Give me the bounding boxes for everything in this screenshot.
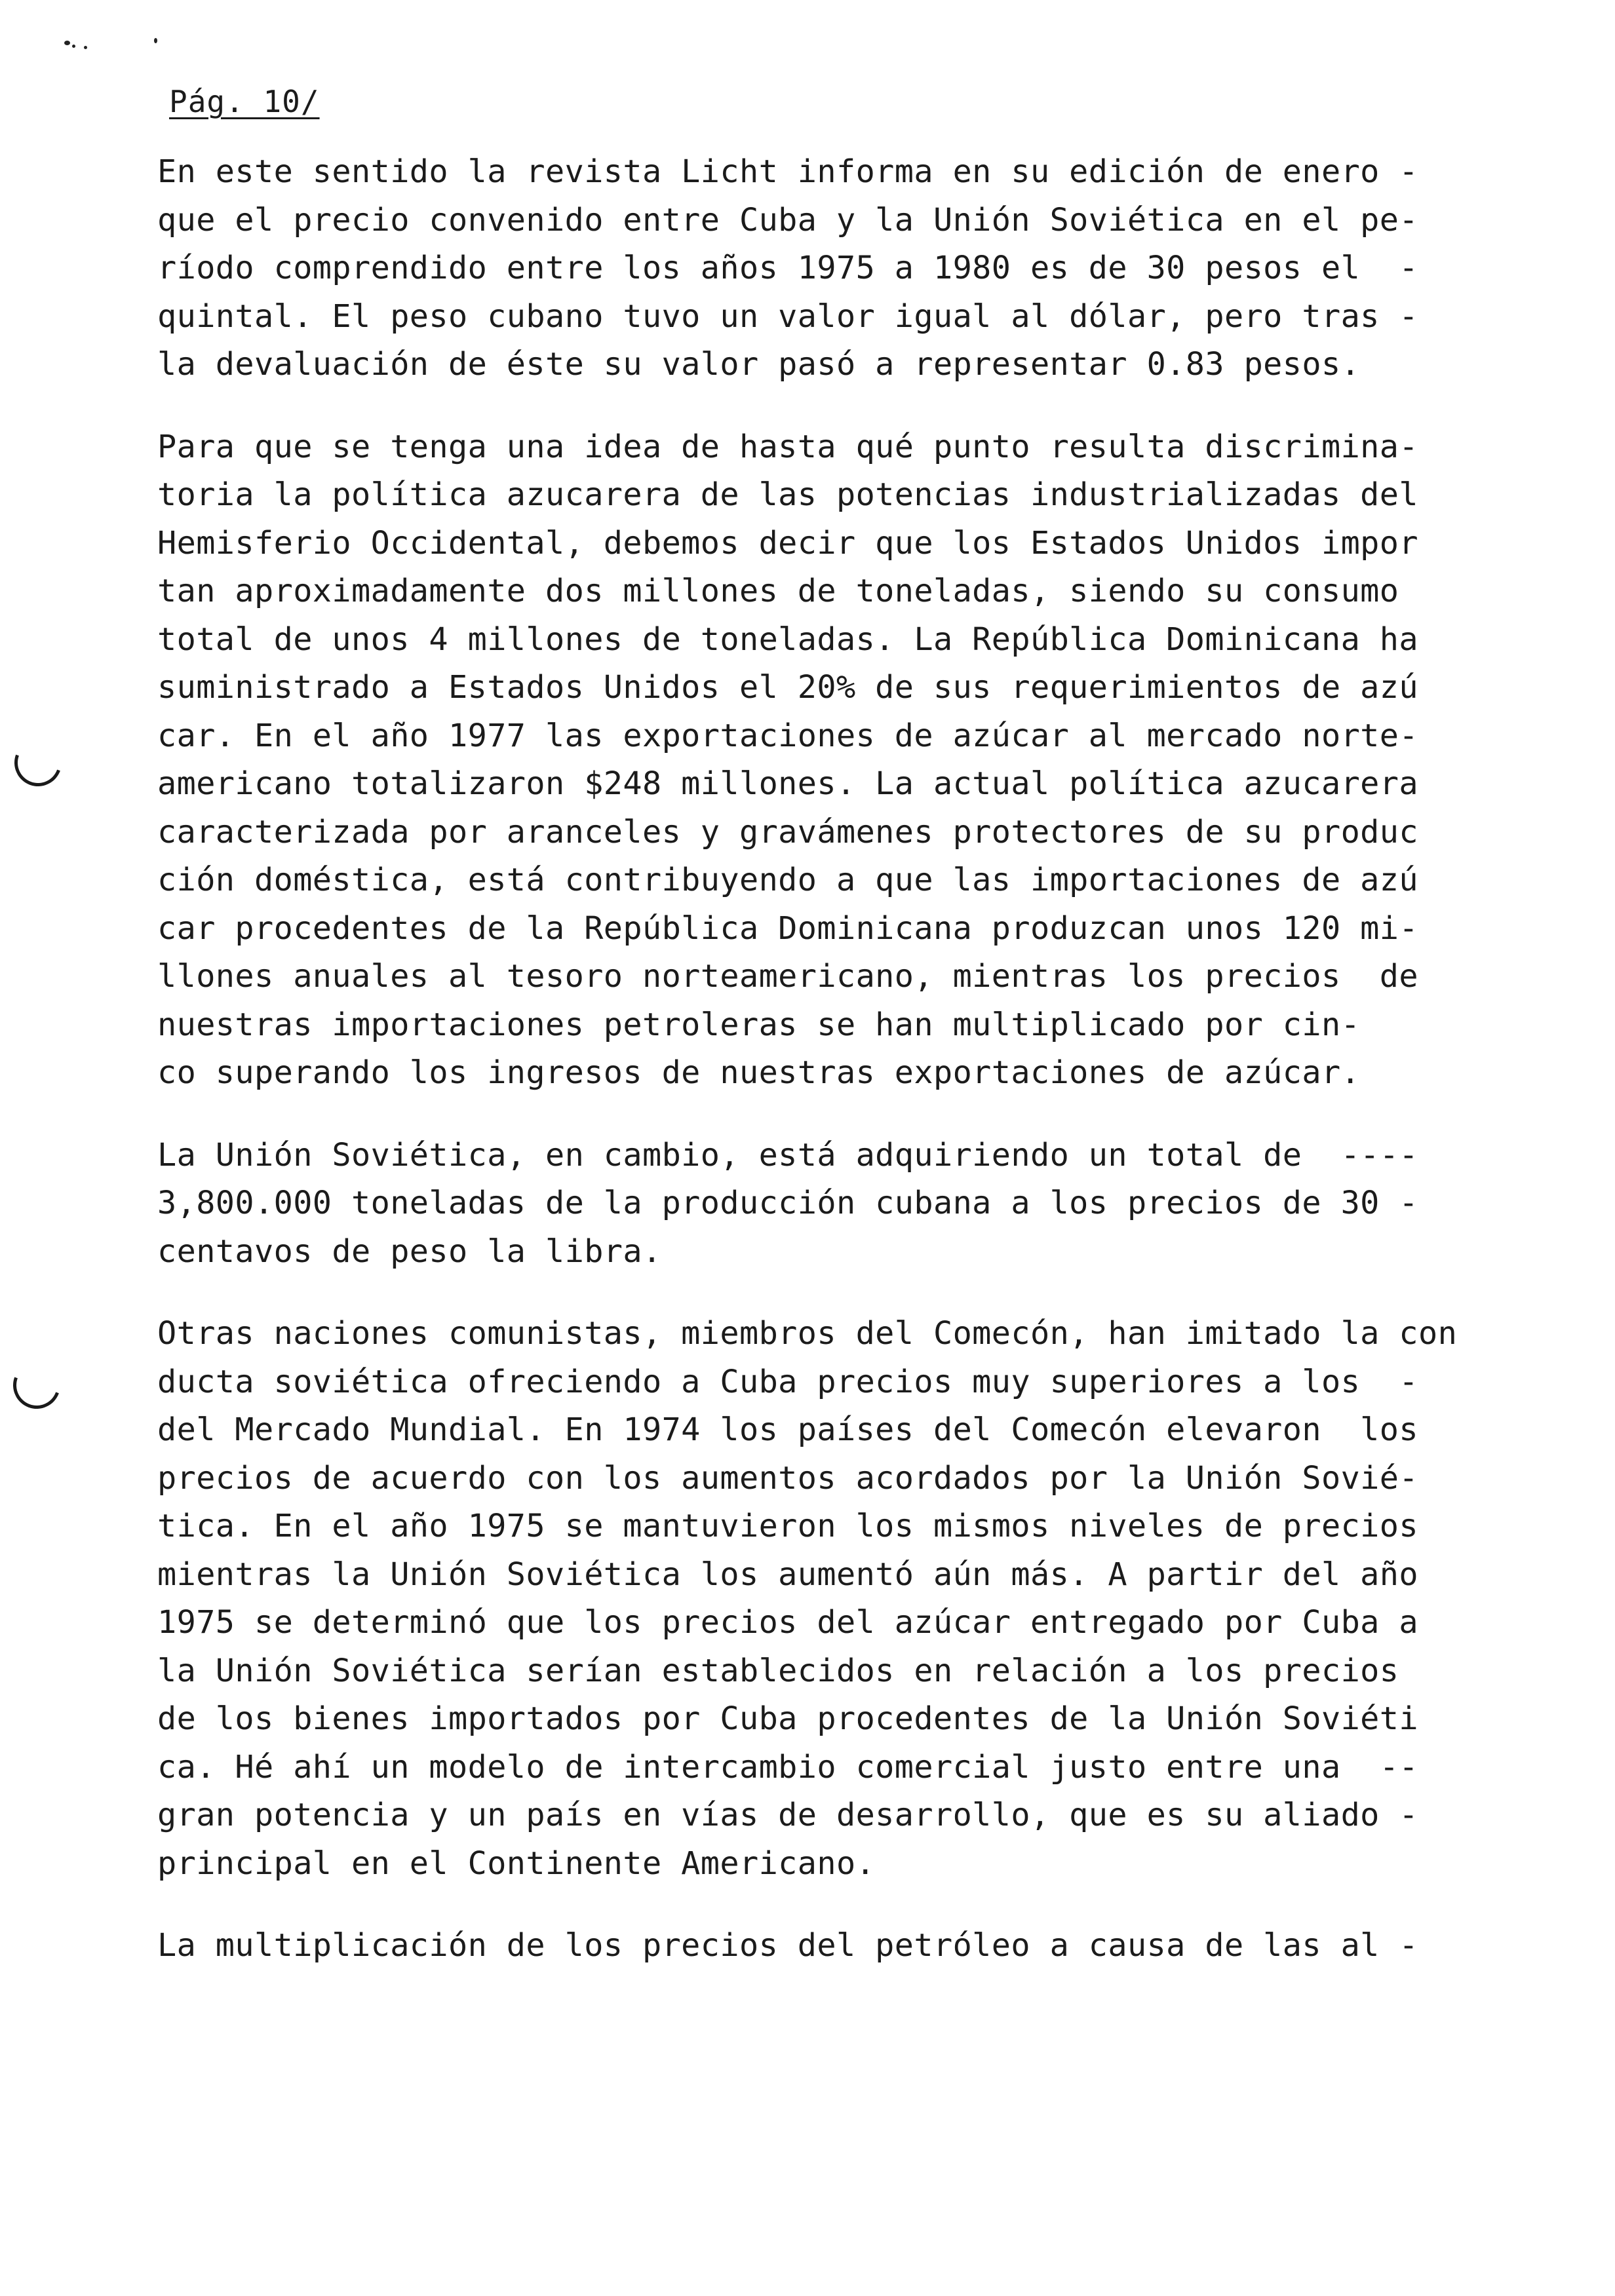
text-line: La Unión Soviética, en cambio, está adquiriendo un total de ---- — [157, 1136, 1418, 1174]
text-line: co superando los ingresos de nuestras exportaciones de azúcar. — [157, 1054, 1361, 1091]
text-line: ríodo comprendido entre los años 1975 a 1980 es de 30 pesos el - — [157, 250, 1418, 286]
text-line: del Mercado Mundial. En 1974 los países del Comecón elevaron los — [157, 1411, 1418, 1448]
text-line: mientras la Unión Soviética los aumentó aún más. A partir del año — [157, 1556, 1418, 1593]
text-line: llones anuales al tesoro norteamericano, mientras los precios de — [157, 958, 1418, 995]
text-line: suministrado a Estados Unidos el 20% de sus requerimientos de azú — [157, 669, 1418, 706]
text-line: la Unión Soviética serían establecidos en relación a los precios — [157, 1652, 1399, 1689]
text-line: nuestras importaciones petroleras se han multiplicado por cin- — [157, 1006, 1361, 1043]
text-line: de los bienes importados por Cuba procedentes de la Unión Soviéti — [157, 1700, 1418, 1737]
text-line: americano totalizaron $248 millones. La actual política azucarera — [157, 765, 1418, 802]
paragraph-comecon — [157, 1310, 1494, 1888]
text-line: que el precio convenido entre Cuba y la Unión Soviética en el pe- — [157, 201, 1418, 239]
text-line: 1975 se determinó que los precios del azúcar entregado por Cuba a — [157, 1604, 1418, 1641]
text-line: precios de acuerdo con los aumentos acordados por la Unión Sovié- — [157, 1459, 1418, 1497]
text-line: 3,800.000 toneladas de la producción cubana a los precios de 30 - — [157, 1185, 1418, 1221]
paragraph-soviet-purchase — [157, 1132, 1494, 1276]
text-line: ca. Hé ahí un modelo de intercambio comercial justo entre una -- — [157, 1748, 1418, 1786]
text-line: Para que se tenga una idea de hasta qué punto resulta discrimina- — [157, 428, 1418, 465]
text-line: la devaluación de éste su valor pasó a representar 0.83 pesos. — [157, 346, 1361, 383]
text-line: Otras naciones comunistas, miembros del Comecón, han imitado la con — [157, 1315, 1458, 1352]
text-line: quintal. El peso cubano tuvo un valor igual al dólar, pero tras - — [157, 297, 1418, 335]
text-line: principal en el Continente Americano. — [157, 1845, 876, 1882]
text-line: car procedentes de la República Dominicana produzcan unos 120 mi- — [157, 909, 1418, 947]
text-line: ducta soviética ofreciendo a Cuba precios muy superiores a los - — [157, 1363, 1418, 1400]
text-line: gran potencia y un país en vías de desarrollo, que es su aliado - — [157, 1797, 1418, 1833]
text-line: caracterizada por aranceles y gravámenes protectores de su produc — [157, 813, 1418, 851]
corner-ink-marks — [59, 26, 190, 66]
paragraph-sugar-policy — [157, 423, 1494, 1098]
text-line: ción doméstica, está contribuyendo a que las importaciones de azú — [157, 862, 1418, 898]
page-number: Pág. 10/ — [169, 84, 320, 119]
text-line: car. En el año 1977 las exportaciones de azúcar al mercado norte- — [157, 717, 1418, 754]
text-line: La multiplicación de los precios del petróleo a causa de las al - — [157, 1927, 1418, 1964]
text-line: toria la política azucarera de las potencias industrializadas del — [157, 476, 1418, 513]
document-body — [157, 148, 1494, 2004]
text-line: centavos de peso la libra. — [157, 1233, 662, 1270]
text-line: total de unos 4 millones de toneladas. La República Dominicana ha — [157, 621, 1418, 658]
paragraph-licht-price — [157, 148, 1494, 389]
text-line: tica. En el año 1975 se mantuvieron los mismos niveles de precios — [157, 1508, 1418, 1544]
punch-hole-upper — [7, 731, 69, 794]
text-line: tan aproximadamente dos millones de toneladas, siendo su consumo — [157, 573, 1399, 609]
text-line: Hemisferio Occidental, debemos decir que los Estados Unidos impor — [157, 524, 1418, 562]
paragraph-oil-prices — [157, 1922, 1494, 1970]
text-line: En este sentido la revista Licht informa en su edición de enero - — [157, 153, 1418, 190]
punch-hole-lower — [5, 1354, 68, 1417]
